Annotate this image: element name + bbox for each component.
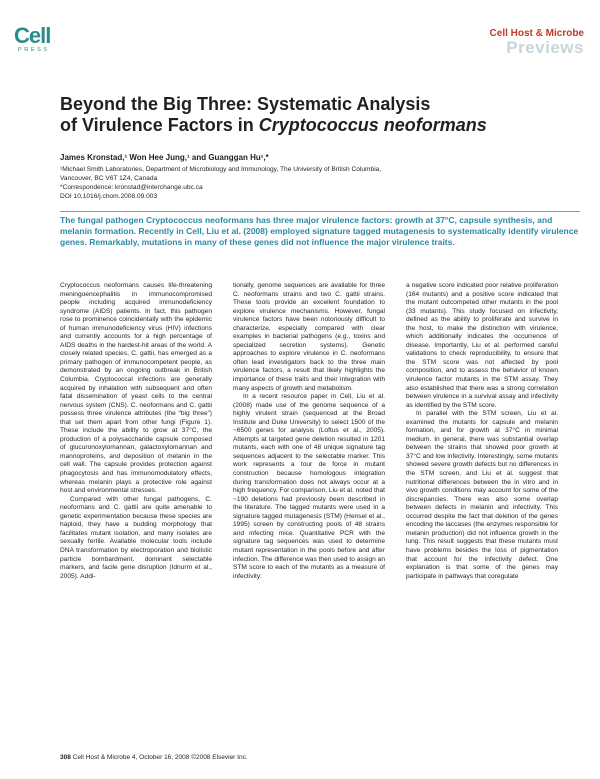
column-1 (60, 282, 212, 581)
paragraph: In parallel with the STM screen, Liu et al. examined the mutants for capsule and melanin formation, and for growth at 37°C in minimal medium. In general, there was substantial overlap between the strains that showed poor growth at 37°C and low infectivity. Interestingly, some mutants showed severe growth defects but no differences in the STM screen, and Liu et al. suggest that nutritional differences between the in vitro and in vivo growth conditions may account for some of the discrepancies. There was also some overlap between defects in melanin and infectivity. This occurred despite the fact that deletion of the genes encoding the laccases (the enzymes responsible for melanin production) did not influence growth in the lung. This result suggests that these mutants must have problems besides the loss of pigmentation that account for the infectivity defect. One explanation is that some of the genes may participate in pathways that coregulate (406, 410, 558, 580)
footer-citation: Cell Host & Microbe 4, October 16, 2008 ©2008 Elsevier Inc. (72, 754, 248, 761)
paragraph: Cryptococcus neoformans causes life-threatening meningoencephalitis in immunocompromised people including acquired immunodeficiency syndrome (AIDS) patients. In fact, this pathogen rose to prominence coincidentally with the epidemic of human immunodeficiency virus (HIV) infections and currently accounts for a high percentage of AIDS deaths in the hardest-hit areas of the world. A closely related species, C. gattii, has emerged as a primary pathogen of immunocompetent people, as demonstrated by an ongoing outbreak in British Columbia. Cryptococcal infections are generally acquired by inhalation with subsequent and often fatal dissemination of yeast cells to the central nervous system (CNS). C. neoformans and C. gattii possess three virulence attributes (the “big three”) that set them apart from other fungi (Figure 1). These include the ability to grow at 37°C, the production of a polysaccharide capsule composed of glucuronoxylomannan, galactoxylomannan and mannoproteins, and deposition of melanin in the cell wall. The capsule provides protection against phagocytosis and has immunomodulatory effects, whereas melanin plays a protective role against host and environmental stresses. (60, 282, 212, 495)
correspondence[interactable]: *Correspondence: kronstad@interchange.ubc.ca (60, 184, 203, 191)
paragraph: Compared with other fungal pathogens, C. neoformans and C. gattii are quite amenable to genetic experimentation because these species are haploid, they have a budding morphology that facilitates mutant isolation, and many isolates are sexually fertile. Available molecular tools include DNA transformation by electroporation and biolistic particle bombardment, dominant selectable markers, and facile gene disruption (Idnurm et al., 2005). Addi- (60, 495, 212, 580)
logo-press: PRESS (18, 47, 50, 53)
journal-header (490, 28, 584, 57)
affiliation (60, 165, 540, 201)
page-number: 308 (60, 754, 71, 761)
divider (60, 211, 580, 212)
article-title (60, 94, 560, 136)
logo-wordmark: Cell (14, 23, 51, 48)
paragraph: In a recent resource paper in Cell, Liu et al. (2008) made use of the genome sequence of a highly virulent strain (sequenced at the Broad Institute and Duke University) to select 1500 of the ~6500 genes for analysis (Loftus et al., 2005). Attempts at targeted gene deletion resulted in 1201 mutants, each with one of 48 unique signature tag sequences adjacent to the selectable marker. This work represents a tour de force in mutant construction because homologous integration during transformation does not always occur at a high frequency. For comparison, Liu et al. noted that ~190 deletions had previously been described in the literature. The tagged mutants were used in a signature tagged mutagenesis (STM) (Hensel et al., 1995) screen by constructing pools of 48 strains and infecting mice. Quantitative PCR with the signature tag sequences was used to determine mutant representation in the pools before and after infection. The difference was then used to assign an STM score to each of the mutants as a measure of infectivity: (233, 393, 385, 580)
cell-press-logo (14, 25, 58, 53)
paragraph: tionally, genome sequences are available for three C. neoformans strains and two C. gattii strains. These tools provide an excellent foundation to explore virulence mechanisms. However, fungal virulence factors have been notoriously difficult to characterize, especially compared with clear examples in bacterial pathogens (e.g., toxins and specialized secretion systems). Genetic approaches to explore virulence in C. neoformans often lead investigators back to the three main virulence factors, a result that likely highlights the importance of these traits and their integration with many aspects of growth and metabolism. (233, 282, 385, 392)
column-2 (233, 282, 385, 581)
title-line-2-italic: Cryptococcus neoformans (258, 115, 487, 135)
doi: DOI 10.1016/j.chom.2008.09.003 (60, 193, 158, 200)
journal-section: Previews (506, 38, 584, 57)
authors: James Kronstad,¹ Won Hee Jung,¹ and Guanggan Hu¹,* (60, 153, 269, 162)
paragraph: a negative score indicated poor relative proliferation (164 mutants) and a positive score indicated that the mutant outcompeted other mutants in the pool (33 mutants). This study focused on infectivity, defined as the ability to proliferate and survive in the host, to make the distinction with virulence, which additionally indicates the occurrence of disease. Importantly, Liu et al. performed careful validations to check reproducibility, to ensure that the STM score was not affected by pool composition, and to assess the behavior of known virulence factor mutants in the STM assay. They also established that there was a strong correlation between virulence in a survival assay and infectivity as identified by the STM score. (406, 282, 558, 409)
abstract: The fungal pathogen Cryptococcus neoformans has three major virulence factors: growth at 37°C, capsule synthesis, and melanin formation. Recently in Cell, Liu et al. (2008) employed signature tagged mutagenesis to systematically identify virulence genes. Remarkably, mutations in many of these genes did not influence the major virulence traits. (60, 215, 579, 248)
title-line-2 (60, 115, 560, 136)
title-line-1: Beyond the Big Three: Systematic Analysis (60, 94, 431, 114)
page-footer (60, 754, 248, 761)
column-3 (406, 282, 558, 581)
title-line-2-plain: of Virulence Factors in (60, 115, 259, 135)
affiliation-line-2: Vancouver, BC V6T 1Z4, Canada (60, 175, 158, 182)
affiliation-line-1: ¹Michael Smith Laboratories, Department of Microbiology and Immunology, The University of British Columbia, (60, 166, 382, 173)
journal-name: Cell Host & Microbe (489, 28, 584, 39)
